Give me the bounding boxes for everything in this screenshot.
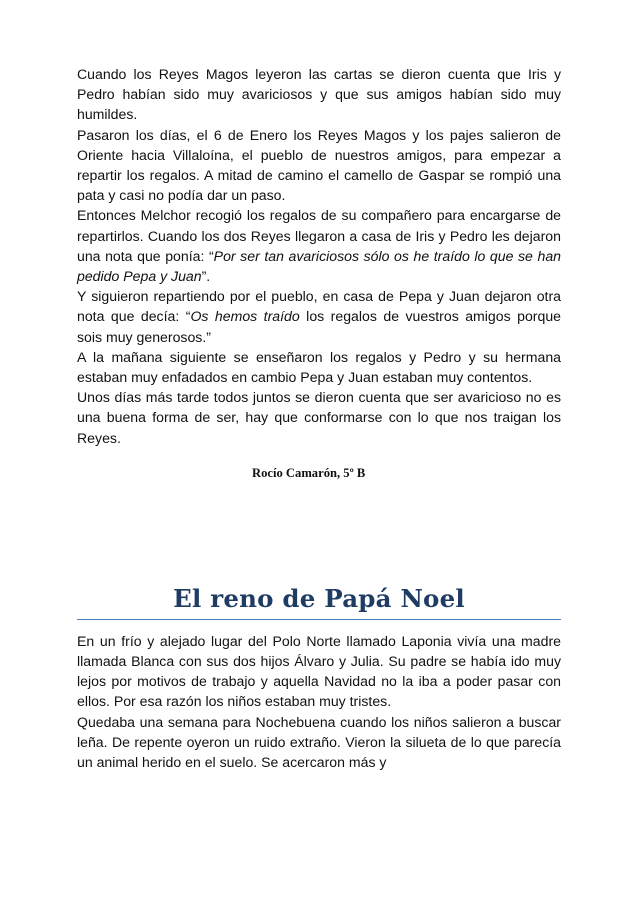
paragraph: Unos días más tarde todos juntos se dieron cuenta que ser avaricioso no es una buena forma de ser, hay que conformarse con lo que nos traigan los Reyes. xyxy=(77,389,561,446)
author-signature: Rocío Camarón, 5º B xyxy=(252,465,366,480)
paragraph: A la mañana siguiente se enseñaron los regalos y Pedro y su hermana estaban muy enfadados en cambio Pepa y Juan estaban muy contentos. xyxy=(77,348,561,386)
story-heading-block xyxy=(77,584,561,620)
paragraph xyxy=(77,205,561,286)
quoted-note: Os hemos traído xyxy=(190,308,300,325)
story-text xyxy=(77,631,561,772)
paragraph-text: Entonces Melchor recogió los regalos de su compañero para encargarse de repartirlos. Cuando los dos Reyes llegaron a casa de Iris y Pedro les dejaron una nota que ponía: “ xyxy=(77,207,561,264)
paragraph: En un frío y alejado lugar del Polo Norte llamado Laponia vivía una madre llamada Blanca con sus dos hijos Álvaro y Julia. Su padre se había ido muy lejos por motivos de trabajo y aquella Navidad no la iba a poder pasar con ellos. Por esa razón los niños estaban muy tristes. xyxy=(77,632,561,710)
paragraph-text: Y siguieron repartiendo por el pueblo, en casa de Pepa y Juan dejaron otra nota que decía: “ xyxy=(77,288,561,325)
quoted-note: Por ser tan avariciosos sólo os he traído lo que se han pedido Pepa y Juan xyxy=(77,247,561,285)
paragraph xyxy=(77,286,561,347)
paragraph-text: ”. xyxy=(201,268,211,285)
story-text xyxy=(77,64,561,448)
title-underline xyxy=(77,619,561,620)
paragraph: Pasaron los días, el 6 de Enero los Reyes Magos y los pajes salieron de Oriente hacia Villaloína, el pueblo de nuestros amigos, para empezar a repartir los regalos. A mitad de camino el camello de Gaspar se rompió una pata y casi no podía dar un paso. xyxy=(77,126,561,204)
story-title: El reno de Papá Noel xyxy=(173,583,465,613)
paragraph-text: los regalos de vuestros amigos porque sois muy generosos.” xyxy=(77,308,562,345)
paragraph: Quedaba una semana para Nochebuena cuando los niños salieron a buscar leña. De repente oyeron un ruido extraño. Vieron la silueta de lo que parecía un animal herido en el suelo. Se acercaron más y xyxy=(77,713,561,771)
paragraph: Cuando los Reyes Magos leyeron las cartas se dieron cuenta que Iris y Pedro habían sido muy avariciosos y que sus amigos habían sido muy humildes. xyxy=(77,66,561,123)
